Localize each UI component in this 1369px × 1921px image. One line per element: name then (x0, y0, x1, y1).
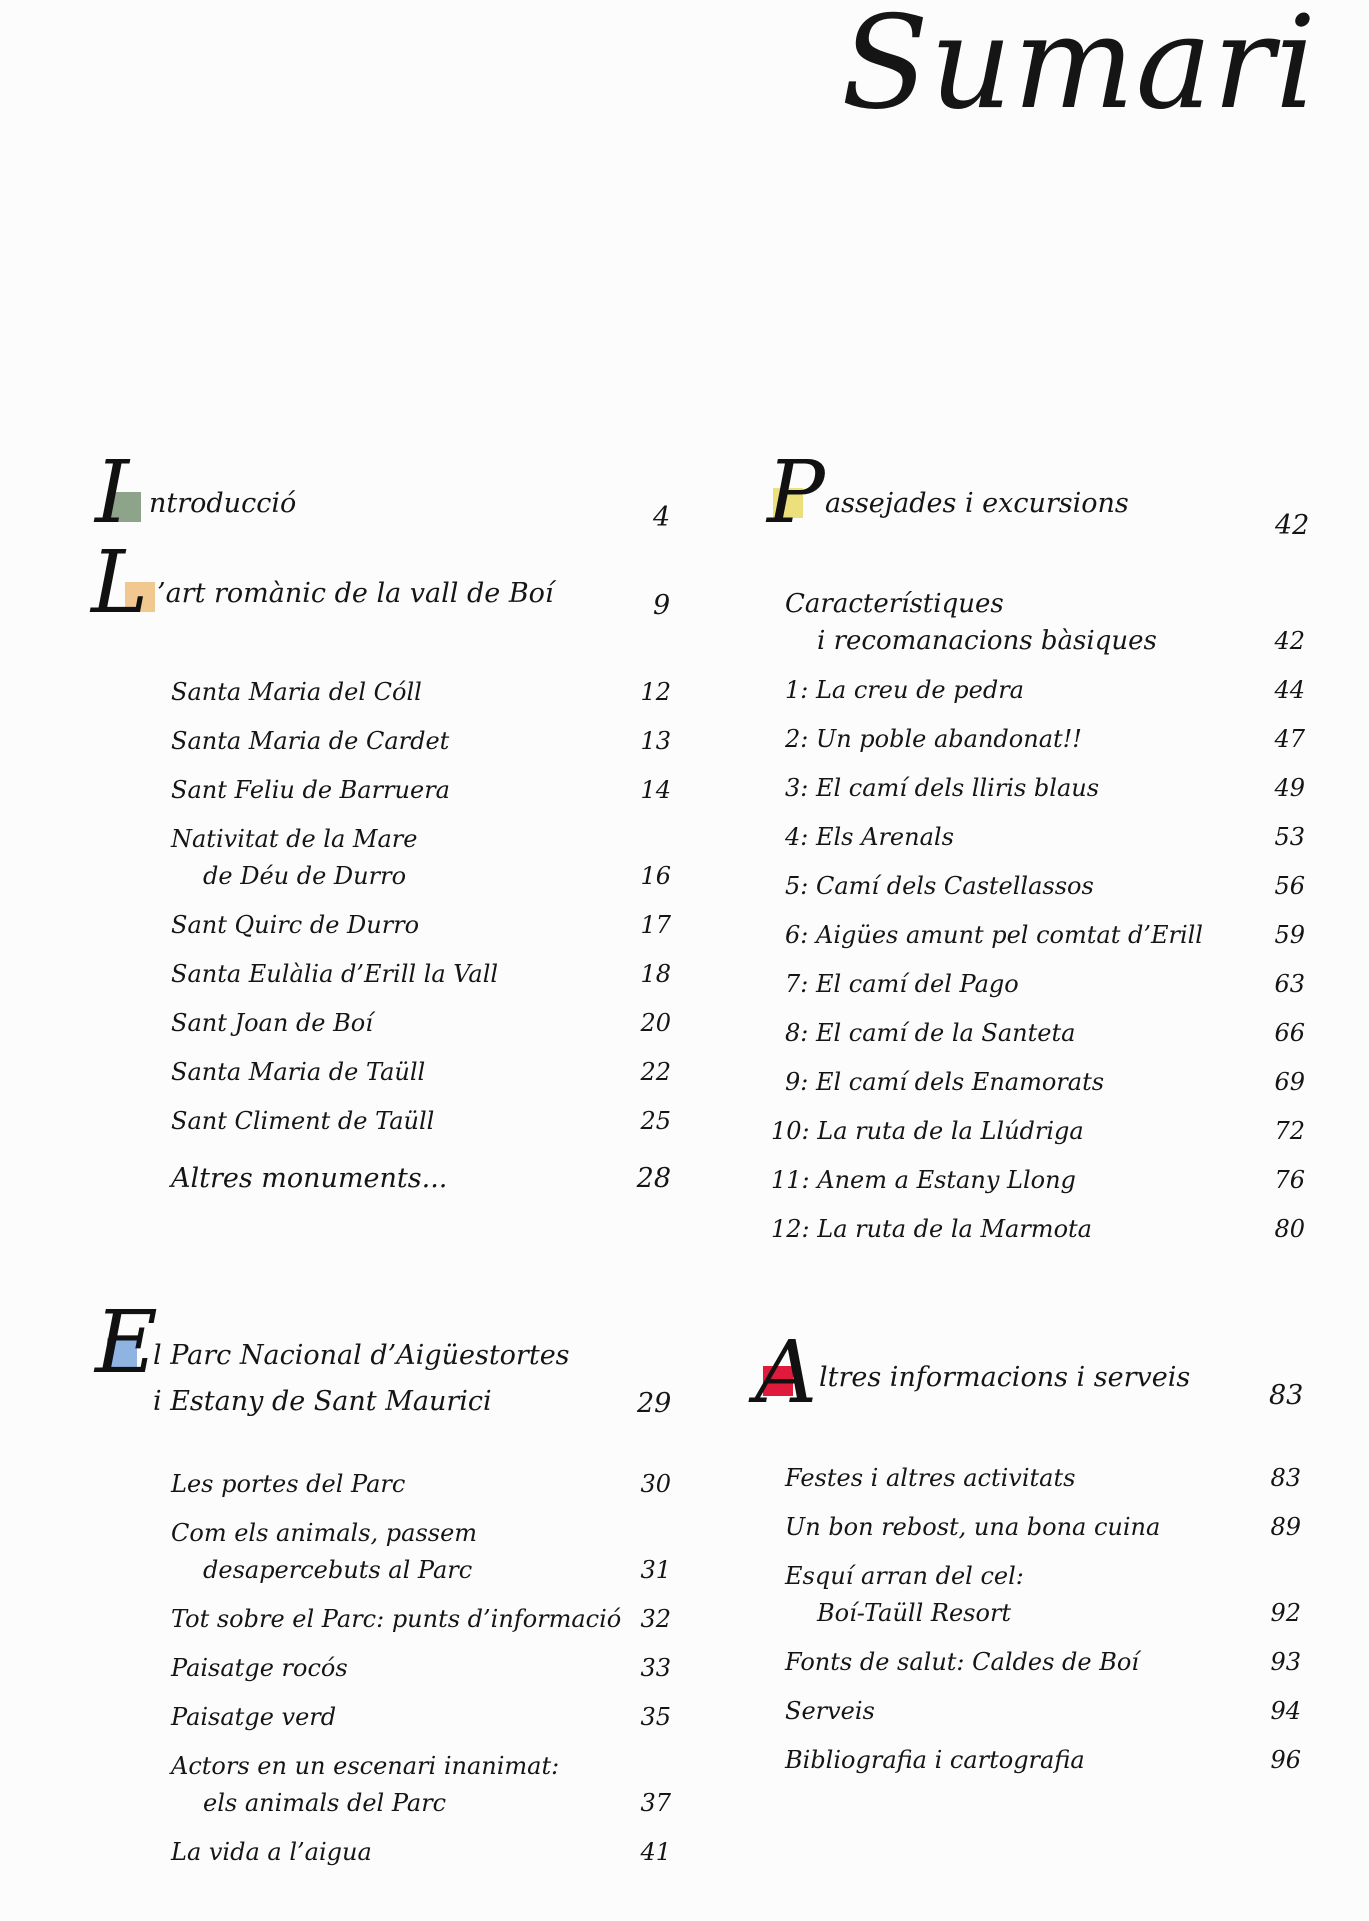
toc-entry[interactable] (785, 819, 1305, 856)
toc-entry[interactable] (785, 586, 1305, 660)
entry-page: 59 (1274, 921, 1305, 949)
drop-cap (95, 443, 161, 543)
entry-label: 9: El camí dels Enamorats (785, 1068, 1105, 1096)
page-title: Sumari (841, 0, 1317, 138)
section-title: l Parc Nacional d’Aigüestortes (153, 1340, 570, 1371)
section-title: ntroducció (149, 488, 297, 519)
entry-label: 1: La creu de pedra (785, 676, 1024, 704)
toc-entry[interactable] (171, 1054, 671, 1091)
entry-page: 28 (636, 1163, 671, 1194)
entries-art-romanic (171, 674, 671, 1209)
entry-page: 32 (640, 1605, 671, 1633)
toc-entry[interactable] (785, 1558, 1301, 1632)
entries-parc (171, 1466, 671, 1883)
entry-label: 6: Aigües amunt pel comtat d’Erill (785, 921, 1203, 949)
entry-label: Bibliografia i cartografia (785, 1746, 1085, 1774)
toc-entry[interactable] (785, 1509, 1301, 1546)
entry-label: 3: El camí dels lliris blaus (785, 774, 1100, 802)
page-number: 9 (653, 590, 671, 621)
drop-cap (755, 1323, 829, 1423)
section-passejades[interactable] (767, 443, 1307, 543)
initial-letter: I (95, 443, 129, 543)
toc-entry[interactable] (785, 1742, 1301, 1779)
toc-entry[interactable] (171, 821, 671, 895)
entry-page: 12 (640, 678, 671, 706)
toc-entry[interactable] (171, 1005, 671, 1042)
section-altres-informacions[interactable] (755, 1323, 1295, 1423)
toc-entry[interactable] (771, 1162, 1305, 1199)
toc-entry[interactable] (171, 1834, 671, 1871)
entry-page: 14 (640, 776, 671, 804)
entry-page: 42 (1274, 627, 1305, 655)
entry-page: 30 (640, 1470, 671, 1498)
toc-entry[interactable] (785, 1644, 1301, 1681)
toc-entry[interactable] (785, 1015, 1305, 1052)
entry-page: 47 (1274, 725, 1305, 753)
toc-entry[interactable] (785, 1064, 1305, 1101)
toc-entry[interactable] (785, 1693, 1301, 1730)
entry-label (785, 586, 1157, 660)
entry-label-line1: Esquí arran del cel: (785, 1562, 1024, 1590)
entry-page: 22 (640, 1058, 671, 1086)
entry-page: 83 (1270, 1464, 1301, 1492)
entry-label: Paisatge verd (171, 1703, 337, 1731)
toc-entry[interactable] (785, 966, 1305, 1003)
entry-label (785, 1558, 1024, 1632)
entry-label: Sant Feliu de Barruera (171, 776, 450, 804)
toc-entry[interactable] (785, 770, 1305, 807)
entry-label (171, 1515, 477, 1589)
entry-page: 37 (640, 1789, 671, 1817)
toc-entry[interactable] (171, 1601, 671, 1638)
page-number: 42 (1275, 510, 1310, 541)
entry-label: Un bon rebost, una bona cuina (785, 1513, 1161, 1541)
toc-entry[interactable] (171, 1160, 671, 1197)
toc-entry[interactable] (171, 674, 671, 711)
toc-entry[interactable] (171, 1466, 671, 1503)
entry-page: 76 (1274, 1166, 1305, 1194)
initial-letter: E (95, 1293, 158, 1393)
toc-entry[interactable] (785, 672, 1305, 709)
toc-entry[interactable] (171, 1103, 671, 1140)
entry-label: Santa Maria del Cóll (171, 678, 422, 706)
entry-label: Sant Quirc de Durro (171, 911, 420, 939)
entry-label: Sant Climent de Taüll (171, 1107, 435, 1135)
initial-letter: L (91, 533, 149, 633)
entry-page: 44 (1274, 676, 1305, 704)
entry-label: 10: La ruta de la Llúdriga (771, 1117, 1084, 1145)
entry-label-line2: desapercebuts al Parc (203, 1556, 473, 1584)
entry-label: 8: El camí de la Santeta (785, 1019, 1076, 1047)
drop-cap (91, 533, 157, 633)
entry-page: 72 (1274, 1117, 1305, 1145)
entry-page: 69 (1274, 1068, 1305, 1096)
entry-page: 18 (640, 960, 671, 988)
drop-cap (95, 1293, 161, 1393)
entry-page: 92 (1270, 1599, 1301, 1627)
toc-entry[interactable] (785, 721, 1305, 758)
entry-label-line1: Nativitat de la Mare (171, 825, 418, 853)
entry-label: 2: Un poble abandonat!! (785, 725, 1082, 753)
entry-page: 20 (640, 1009, 671, 1037)
toc-entry[interactable] (771, 1211, 1305, 1248)
entries-altres (785, 1460, 1301, 1791)
entry-page: 33 (640, 1654, 671, 1682)
entry-label (171, 1748, 559, 1822)
page-number: 4 (653, 502, 671, 533)
entry-page: 16 (640, 862, 671, 890)
entry-label: Paisatge rocós (171, 1654, 348, 1682)
page-number: 83 (1269, 1380, 1304, 1411)
entry-label: La vida a l’aigua (171, 1838, 372, 1866)
entry-page: 31 (640, 1556, 671, 1584)
toc-entry[interactable] (785, 917, 1305, 954)
toc-entry[interactable] (171, 1515, 671, 1589)
entry-page: 41 (640, 1838, 671, 1866)
entry-label (171, 821, 417, 895)
toc-entry[interactable] (171, 772, 671, 809)
toc-entry[interactable] (171, 1699, 671, 1736)
entry-label: Fonts de salut: Caldes de Boí (785, 1648, 1139, 1676)
entry-page: 35 (640, 1703, 671, 1731)
entry-page: 56 (1274, 872, 1305, 900)
entry-label: Santa Eulàlia d’Erill la Vall (171, 960, 499, 988)
entry-label: 7: El camí del Pago (785, 970, 1019, 998)
entry-label-line2: els animals del Parc (203, 1789, 447, 1817)
entry-label-line2: de Déu de Durro (203, 862, 407, 890)
toc-entry[interactable] (785, 1460, 1301, 1497)
drop-cap (767, 443, 833, 543)
entry-page: 80 (1274, 1215, 1305, 1243)
entry-label-line1: Actors en un escenari inanimat: (171, 1752, 560, 1780)
initial-letter: P (767, 443, 825, 543)
entry-label: Santa Maria de Taüll (171, 1058, 426, 1086)
entry-page: 25 (640, 1107, 671, 1135)
initial-letter: A (755, 1323, 818, 1423)
section-title-line2: i Estany de Sant Maurici (153, 1386, 492, 1417)
toc-entry[interactable] (171, 956, 671, 993)
entry-label: Altres monuments... (171, 1163, 448, 1194)
section-art-romanic[interactable] (91, 533, 671, 633)
entry-page: 53 (1274, 823, 1305, 851)
section-title: assejades i excursions (825, 488, 1129, 519)
entry-page: 89 (1270, 1513, 1301, 1541)
entry-label: Santa Maria de Cardet (171, 727, 450, 755)
entry-label: Tot sobre el Parc: punts d’informació (171, 1605, 622, 1633)
entry-label: Sant Joan de Boí (171, 1009, 373, 1037)
entry-label: 5: Camí dels Castellassos (785, 872, 1094, 900)
entry-label: 12: La ruta de la Marmota (771, 1215, 1092, 1243)
toc-entry[interactable] (785, 868, 1305, 905)
page-number: 29 (637, 1388, 672, 1419)
entry-label: 11: Anem a Estany Llong (771, 1166, 1076, 1194)
entry-page: 13 (640, 727, 671, 755)
entry-label: Les portes del Parc (171, 1470, 406, 1498)
section-parc-nacional[interactable] (95, 1293, 675, 1393)
toc-entry[interactable] (171, 907, 671, 944)
entry-page: 96 (1270, 1746, 1301, 1774)
entry-page: 49 (1274, 774, 1305, 802)
section-title: ltres informacions i serveis (819, 1362, 1191, 1393)
entry-label-line2: Boí-Taüll Resort (817, 1599, 1012, 1627)
entry-label: 4: Els Arenals (785, 823, 954, 851)
toc-entry[interactable] (171, 1650, 671, 1687)
entry-label: Serveis (785, 1697, 875, 1725)
section-introduccio[interactable] (95, 443, 675, 543)
entry-page: 17 (640, 911, 671, 939)
entry-label-line2: i recomanacions bàsiques (817, 626, 1157, 656)
entry-label: Festes i altres activitats (785, 1464, 1076, 1492)
entry-page: 63 (1274, 970, 1305, 998)
entry-page: 94 (1270, 1697, 1301, 1725)
entry-page: 93 (1270, 1648, 1301, 1676)
entry-label-line1: Característiques (785, 589, 1004, 619)
entry-label-line1: Com els animals, passem (171, 1519, 478, 1547)
section-title: ’art romànic de la vall de Boí (157, 578, 554, 609)
toc-entry[interactable] (771, 1113, 1305, 1150)
toc-entry[interactable] (171, 1748, 671, 1822)
entry-page: 66 (1274, 1019, 1305, 1047)
toc-entry[interactable] (171, 723, 671, 760)
entries-passejades (771, 586, 1305, 1260)
